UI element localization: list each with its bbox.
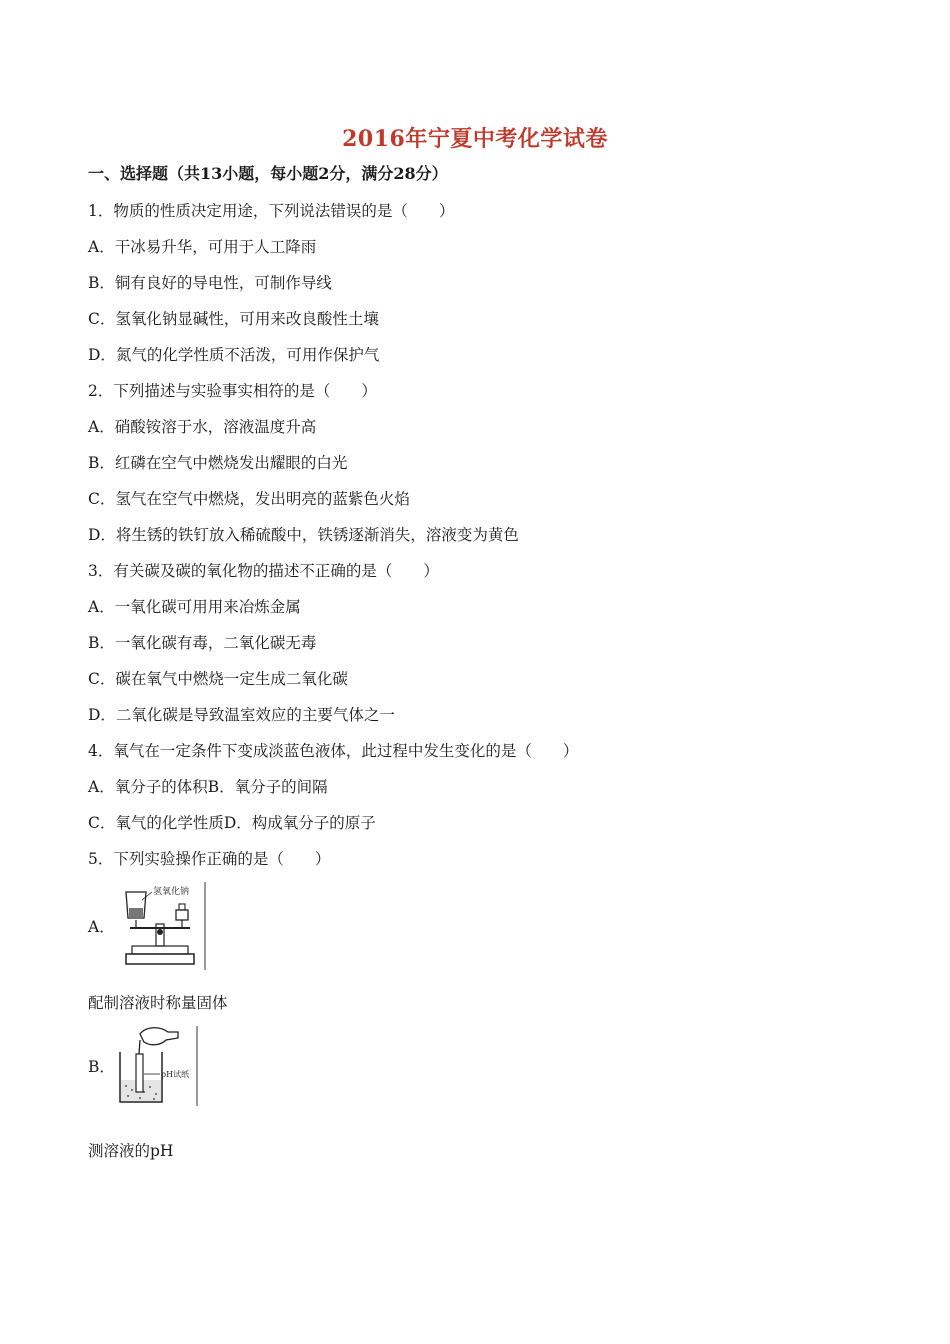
question-2-option-a: A．硝酸铵溶于水，溶液温度升高 xyxy=(88,418,317,436)
question-2-option-d: D．将生锈的铁钉放入稀硫酸中，铁锈逐渐消失，溶液变为黄色 xyxy=(88,526,519,544)
question-4-stem: 4．氧气在一定条件下变成淡蓝色液体，此过程中发生变化的是（ ） xyxy=(88,742,579,760)
ph-paper-label: pH试纸 xyxy=(161,1070,190,1079)
question-5-option-b xyxy=(88,1024,200,1108)
question-2-stem: 2．下列描述与实验事实相符的是（ ） xyxy=(88,382,377,400)
question-3-option-a: A．一氧化碳可用用来冶炼金属 xyxy=(88,598,301,616)
question-1-option-b: B．铜有良好的导电性，可制作导线 xyxy=(88,274,332,292)
question-3-option-d: D．二氧化碳是导致温室效应的主要气体之一 xyxy=(88,706,395,724)
question-5-option-b-label: B． xyxy=(88,1058,115,1076)
question-3-option-b: B．一氧化碳有毒，二氧化碳无毒 xyxy=(88,634,317,652)
question-4-options-ab: A．氧分子的体积B．氧分子的间隔 xyxy=(88,778,328,796)
question-2-option-c: C．氢气在空气中燃烧，发出明亮的蓝紫色火焰 xyxy=(88,490,410,508)
question-5-option-a-caption: 配制溶液时称量固体 xyxy=(88,994,228,1012)
question-5-stem: 5．下列实验操作正确的是（ ） xyxy=(88,850,331,868)
question-3-option-c: C．碳在氧气中燃烧一定生成二氧化碳 xyxy=(88,670,348,688)
ph-test-illustration xyxy=(116,1024,200,1108)
question-5-option-a xyxy=(88,880,208,972)
question-4-options-cd: C．氧气的化学性质D．构成氧分子的原子 xyxy=(88,814,376,832)
question-2-option-b: B．红磷在空气中燃烧发出耀眼的白光 xyxy=(88,454,348,472)
question-1-option-d: D．氮气的化学性质不活泼，可用作保护气 xyxy=(88,346,380,364)
question-3-stem: 3．有关碳及碳的氧化物的描述不正确的是（ ） xyxy=(88,562,439,580)
section-heading: 一、选择题（共13小题，每小题2分，满分28分） xyxy=(88,164,448,183)
question-1-option-c: C．氢氧化钠显碱性，可用来改良酸性土壤 xyxy=(88,310,379,328)
question-5-option-a-label: A． xyxy=(88,918,115,936)
balance-illustration xyxy=(116,880,208,972)
page-title: 2016年宁夏中考化学试卷 xyxy=(342,126,608,152)
question-1-stem: 1．物质的性质决定用途，下列说法错误的是（ ） xyxy=(88,202,455,220)
naoh-label: 氢氧化钠 xyxy=(153,887,190,897)
question-1-option-a: A．干冰易升华，可用于人工降雨 xyxy=(88,238,317,256)
question-5-option-b-caption: 测溶液的pH xyxy=(88,1142,174,1160)
